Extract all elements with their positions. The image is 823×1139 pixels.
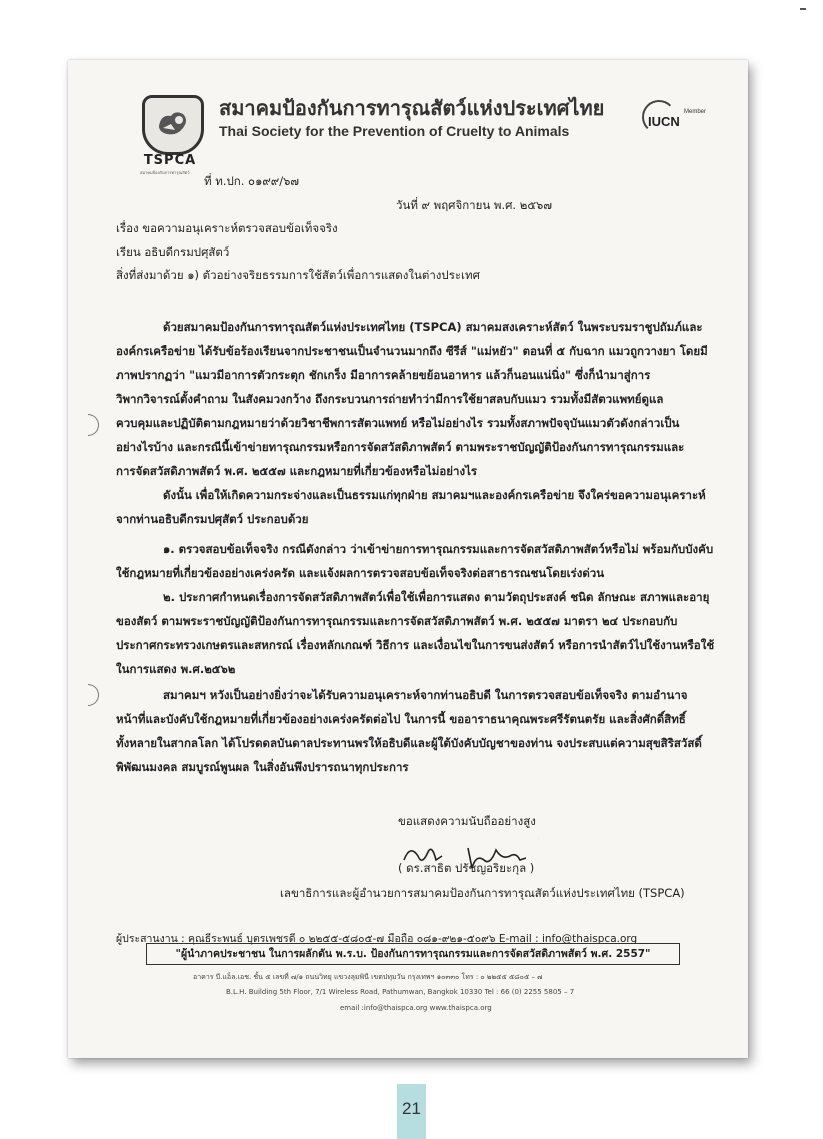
body-line: ของสัตว์ ตามพระราชบัญญัติป้องกันการทารุณกรรมและการจัดสวัสดิภาพสัตว์ พ.ศ. ๒๕๕๗ มาตรา ๒๔ ประกอบกับ [116,614,678,628]
heart-logo-icon [142,95,204,155]
body-line: อย่างไรบ้าง และกรณีนี้เข้าข่ายทารุณกรรมหรือการจัดสวัสดิภาพสัตว์ ตามพระราชบัญญัติป้องกันการทารุณกรรมและ [116,440,685,454]
body-line: ประกาศกระทรวงเกษตรและสหกรณ์ เรื่องหลักเกณฑ์ วิธีการ และเงื่อนไขในการขนส่งสัตว์ หรือการนำสัตว์ไปใช้งานหรือใช้ [116,638,715,652]
scanned-letter [68,60,748,1058]
body-line: ด้วยสมาคมป้องกันการทารุณสัตว์แห่งประเทศไทย (TSPCA) สมาคมสงเคราะห์สัตว์ ในพระบรมราชูปถัมภ์และ [163,320,703,334]
signer-name: ( ดร.สาธิต ปรัชญอริยะกุล ) [398,861,535,875]
body-line: ควบคุมและปฏิบัติตามกฎหมายว่าด้วยวิชาชีพการสัตวแพทย์ หรือไม่อย่างไร รวมทั้งสภาพปัจจุบันแมวตัวดังกล่าวเป็น [116,416,680,430]
letter-subject: เรื่อง ขอความอนุเคราะห์ตรวจสอบข้อเท็จจริง [116,221,338,235]
punch-hole-mark [88,414,99,436]
page-number: 21 [402,1099,421,1118]
address-english: B.L.H. Building 5th Floor, 7/1 Wireless Road, Pathumwan, Bangkok 10330 Tel : 66 (0) 2255 5805 – 7 [226,988,575,996]
closing-phrase: ขอแสดงความนับถืออย่างสูง [398,814,536,828]
address-email: email :info@thaispca.org www.thaispca.org [340,1004,492,1012]
logo-subtext: สมาคมป้องกันการทารุณสัตว์ [140,170,190,175]
body-line: ใช้กฎหมายที่เกี่ยวข้องอย่างเคร่งครัด และแจ้งผลการตรวจสอบข้อเท็จจริงต่อสาธารณชนโดยเร่งด่วน [116,566,605,580]
body-line: พิพัฒนมงคล สมบูรณ์พูนผล ในสิ่งอันพึงปรารถนาทุกประการ [116,760,409,774]
iucn-member-label: Member [684,109,707,115]
body-line: สมาคมฯ หวังเป็นอย่างยิ่งว่าจะได้รับความอนุเคราะห์จากท่านอธิบดี ในการตรวจสอบข้อเท็จจริง ตามอำนาจ [163,688,688,702]
letter-date: วันที่ ๙ พฤศจิกายน พ.ศ. ๒๕๖๗ [396,198,552,212]
org-name-thai: สมาคมป้องกันการทารุณสัตว์แห่งประเทศไทย [219,96,605,120]
letter-recipient: เรียน อธิบดีกรมปศุสัตว์ [116,245,230,259]
page-number-tab [397,1084,426,1139]
campaign-notice: "ผู้นำภาคประชาชน ในการผลักดัน พ.ร.บ. ป้องกันการทารุณกรรมและการจัดสวัสดิภาพสัตว์ พ.ศ. 2557" [146,943,680,965]
iucn-text: IUCN [648,114,680,129]
body-line: ๑. ตรวจสอบข้อเท็จจริง กรณีดังกล่าว ว่าเข้าข่ายการทารุณกรรมและการจัดสวัสดิภาพสัตว์หรือไม่ พร้อมกับบังคับ [163,542,714,556]
corner-mark [800,8,806,10]
body-line: ทั้งหลายในสากลโลก ได้โปรดดลบันดาลประทานพรให้อธิบดีและผู้ใต้บังคับบัญชาของท่าน จงประสบแต่ความสุขสิริสวัสดิ์ [116,736,702,750]
body-line: ในการแสดง พ.ศ.๒๕๖๒ [116,662,236,676]
body-line: ภาพปรากฏว่า "แมวมีอาการตัวกระตุก ชักเกร็ง มีอาการคล้ายขย้อนอาหาร แล้วก็นอนแน่นิ่ง" ซึ่งก็นำมาสู่การ [116,368,651,382]
tspca-logo [138,93,202,173]
body-line: การจัดสวัสดิภาพสัตว์ พ.ศ. ๒๕๕๗ และกฎหมายที่เกี่ยวข้องหรือไม่อย่างไร [116,464,478,478]
org-name-english: Thai Society for the Prevention of Cruelty to Animals [219,123,570,139]
body-line: ๒. ประกาศกำหนดเรื่องการจัดสวัสดิภาพสัตว์เพื่อใช้เพื่อการแสดง ตามวัตถุประสงค์ ชนิด ลักษณะ สภาพและอายุ [163,590,710,604]
body-line: ดังนั้น เพื่อให้เกิดความกระจ่างและเป็นธรรมแก่ทุกฝ่าย สมาคมฯและองค์กรเครือข่าย จึงใคร่ขอความอนุเคราะห์ [163,488,706,502]
reference-number: ที่ ท.ปก. ๐๑๙๙/๖๗ [204,174,300,188]
iucn-member-logo [640,100,716,136]
coordinator-contact: ผู้ประสานงาน : คุณธีระพนธ์ บุตรเพชรดี ๐ ๒๒๕๕-๕๘๐๕-๗ มือถือ ๐๘๑-๙๒๑-๕๐๙๖ E-mail : info@thaispca.org [116,933,638,945]
punch-hole-mark [88,684,99,706]
logo-text: TSPCA [143,153,197,168]
signer-title: เลขาธิการและผู้อำนวยการสมาคมป้องกันการทารุณสัตว์แห่งประเทศไทย (TSPCA) [280,886,685,900]
letter-enclosure: สิ่งที่ส่งมาด้วย ๑) ตัวอย่างจริยธรรมการใช้สัตว์เพื่อการแสดงในต่างประเทศ [116,268,480,282]
body-line: องค์กรเครือข่าย ได้รับข้อร้องเรียนจากประชาชนเป็นจำนวนมากถึง ซีรีส์ "แม่หยัว" ตอนที่ ๕ กับฉาก แมวถูกวางยา โดยมี [116,344,708,358]
body-line: วิพากวิจารณ์ตั้งคำถาม ในสังคมวงกว้าง ถึงกระบวนการถ่ายทำว่ามีการใช้ยาสลบกับแมว รวมทั้งมีสัตวแพทย์ดูแล [116,392,664,406]
body-line: จากท่านอธิบดีกรมปศุสัตว์ ประกอบด้วย [116,512,309,526]
address-thai: อาคาร บี.แอ็ล.เอช. ชั้น ๕ เลขที่ ๗/๑ ถนนวิทยุ แขวงลุมพินี เขตปทุมวัน กรุงเทพฯ ๑๐๓๓๐ โทร : ๐ ๒๒๕๕ ๕๘๐๕ – ๗ [193,973,543,981]
body-line: หน้าที่และบังคับใช้กฎหมายที่เกี่ยวข้องอย่างเคร่งครัดต่อไป ในการนี้ ขออาราธนาคุณพระศรีรัตนตรัย และสิ่งศักดิ์สิทธิ์ [116,712,686,726]
